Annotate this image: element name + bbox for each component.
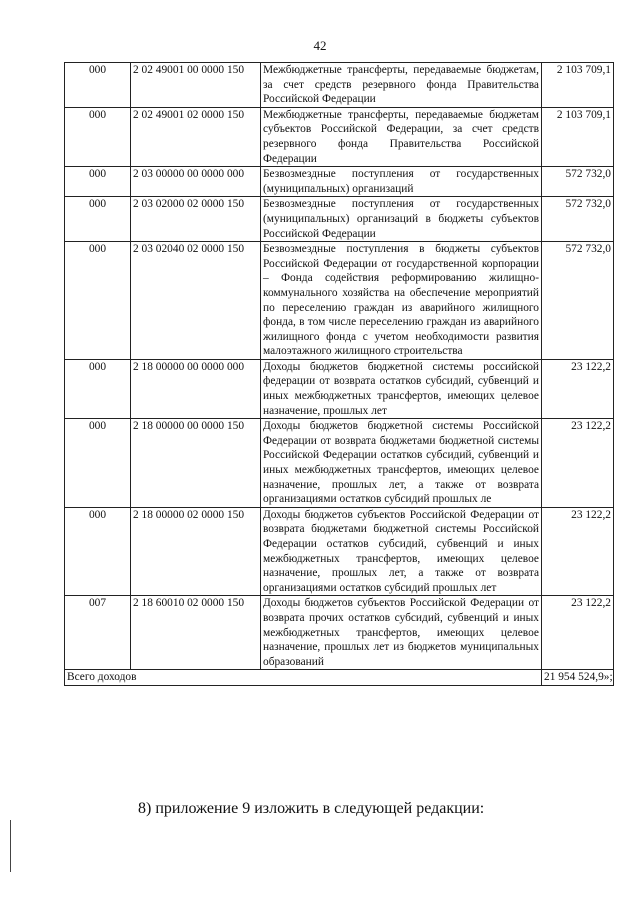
revenue-table <box>64 62 614 686</box>
admin-code-cell: 000 <box>65 507 131 596</box>
table-row <box>65 507 614 596</box>
budget-code-cell: 2 18 00000 02 0000 150 <box>131 507 261 596</box>
description-cell: Межбюджетные трансферты, передаваемые бюджетам субъектов Российской Федерации, за счет средств резервного фонда Правительства Российской Федерации <box>261 107 542 166</box>
budget-code-cell: 2 03 02000 02 0000 150 <box>131 197 261 242</box>
amount-cell: 572 732,0 <box>542 167 614 197</box>
amount-cell: 23 122,2 <box>542 596 614 670</box>
amount-cell: 2 103 709,1 <box>542 63 614 108</box>
amendment-note: 8) приложение 9 изложить в следующей редакции: <box>138 800 485 817</box>
total-row <box>65 670 614 686</box>
table-row <box>65 596 614 670</box>
admin-code-cell: 000 <box>65 242 131 360</box>
margin-line <box>10 820 11 872</box>
admin-code-cell: 000 <box>65 167 131 197</box>
description-cell: Безвозмездные поступления от государственных (муниципальных) организаций <box>261 167 542 197</box>
total-label: Всего доходов <box>65 670 542 686</box>
description-cell: Доходы бюджетов субъектов Российской Федерации от возврата бюджетами бюджетной системы Российской Федерации остатков субсидий, субвенций и иных межбюджетных трансфертов, имеющих целевое назначение, прошлых лет, а также от возврата организациями остатков субсидий прошлых лет <box>261 507 542 596</box>
amount-cell: 572 732,0 <box>542 242 614 360</box>
table-row <box>65 419 614 508</box>
amount-cell: 2 103 709,1 <box>542 107 614 166</box>
description-cell: Доходы бюджетов бюджетной системы российской федерации от возврата остатков субсидий, субвенций и иных межбюджетных трансфертов, имеющих целевое назначение, прошлых лет <box>261 359 542 418</box>
admin-code-cell: 000 <box>65 197 131 242</box>
admin-code-cell: 000 <box>65 359 131 418</box>
page-number: 42 <box>313 38 327 53</box>
description-cell: Доходы бюджетов бюджетной системы Российской Федерации от возврата бюджетами бюджетной системы Российской Федерации остатков субсидий, субвенций и иных межбюджетных трансфертов, имеющих целевое назначение, прошлых лет, а также от возврата организациями остатков субсидий прошлых ле <box>261 419 542 508</box>
budget-code-cell: 2 03 00000 00 0000 000 <box>131 167 261 197</box>
description-cell: Безвозмездные поступления в бюджеты субъектов Российской Федерации от государственной корпорации – Фонда содействия реформированию жилищно-коммунального хозяйства на обеспечение мероприятий по переселению граждан из аварийного жилищного фонда, в том числе переселению граждан из аварийного жилищного фонда с учетом необходимости развития малоэтажного жилищного строительства <box>261 242 542 360</box>
admin-code-cell: 000 <box>65 107 131 166</box>
table-row <box>65 197 614 242</box>
amount-cell: 23 122,2 <box>542 507 614 596</box>
budget-code-cell: 2 18 60010 02 0000 150 <box>131 596 261 670</box>
budget-code-cell: 2 03 02040 02 0000 150 <box>131 242 261 360</box>
table-row <box>65 242 614 360</box>
amount-cell: 23 122,2 <box>542 419 614 508</box>
budget-code-cell: 2 18 00000 00 0000 000 <box>131 359 261 418</box>
budget-code-cell: 2 02 49001 02 0000 150 <box>131 107 261 166</box>
table-row <box>65 359 614 418</box>
description-cell: Межбюджетные трансферты, передаваемые бюджетам, за счет средств резервного фонда Правительства Российской Федерации <box>261 63 542 108</box>
description-cell: Безвозмездные поступления от государственных (муниципальных) организаций в бюджеты субъектов Российской Федерации <box>261 197 542 242</box>
amount-cell: 572 732,0 <box>542 197 614 242</box>
budget-code-cell: 2 02 49001 00 0000 150 <box>131 63 261 108</box>
table-row <box>65 63 614 108</box>
table-row <box>65 167 614 197</box>
table-row <box>65 107 614 166</box>
description-cell: Доходы бюджетов субъектов Российской Федерации от возврата прочих остатков субсидий, субвенций и иных межбюджетных трансфертов, имеющих целевое назначение, прошлых лет из бюджетов муниципальных образований <box>261 596 542 670</box>
total-amount: 21 954 524,9»; <box>542 670 614 686</box>
budget-code-cell: 2 18 00000 00 0000 150 <box>131 419 261 508</box>
admin-code-cell: 000 <box>65 419 131 508</box>
admin-code-cell: 000 <box>65 63 131 108</box>
amount-cell: 23 122,2 <box>542 359 614 418</box>
admin-code-cell: 007 <box>65 596 131 670</box>
